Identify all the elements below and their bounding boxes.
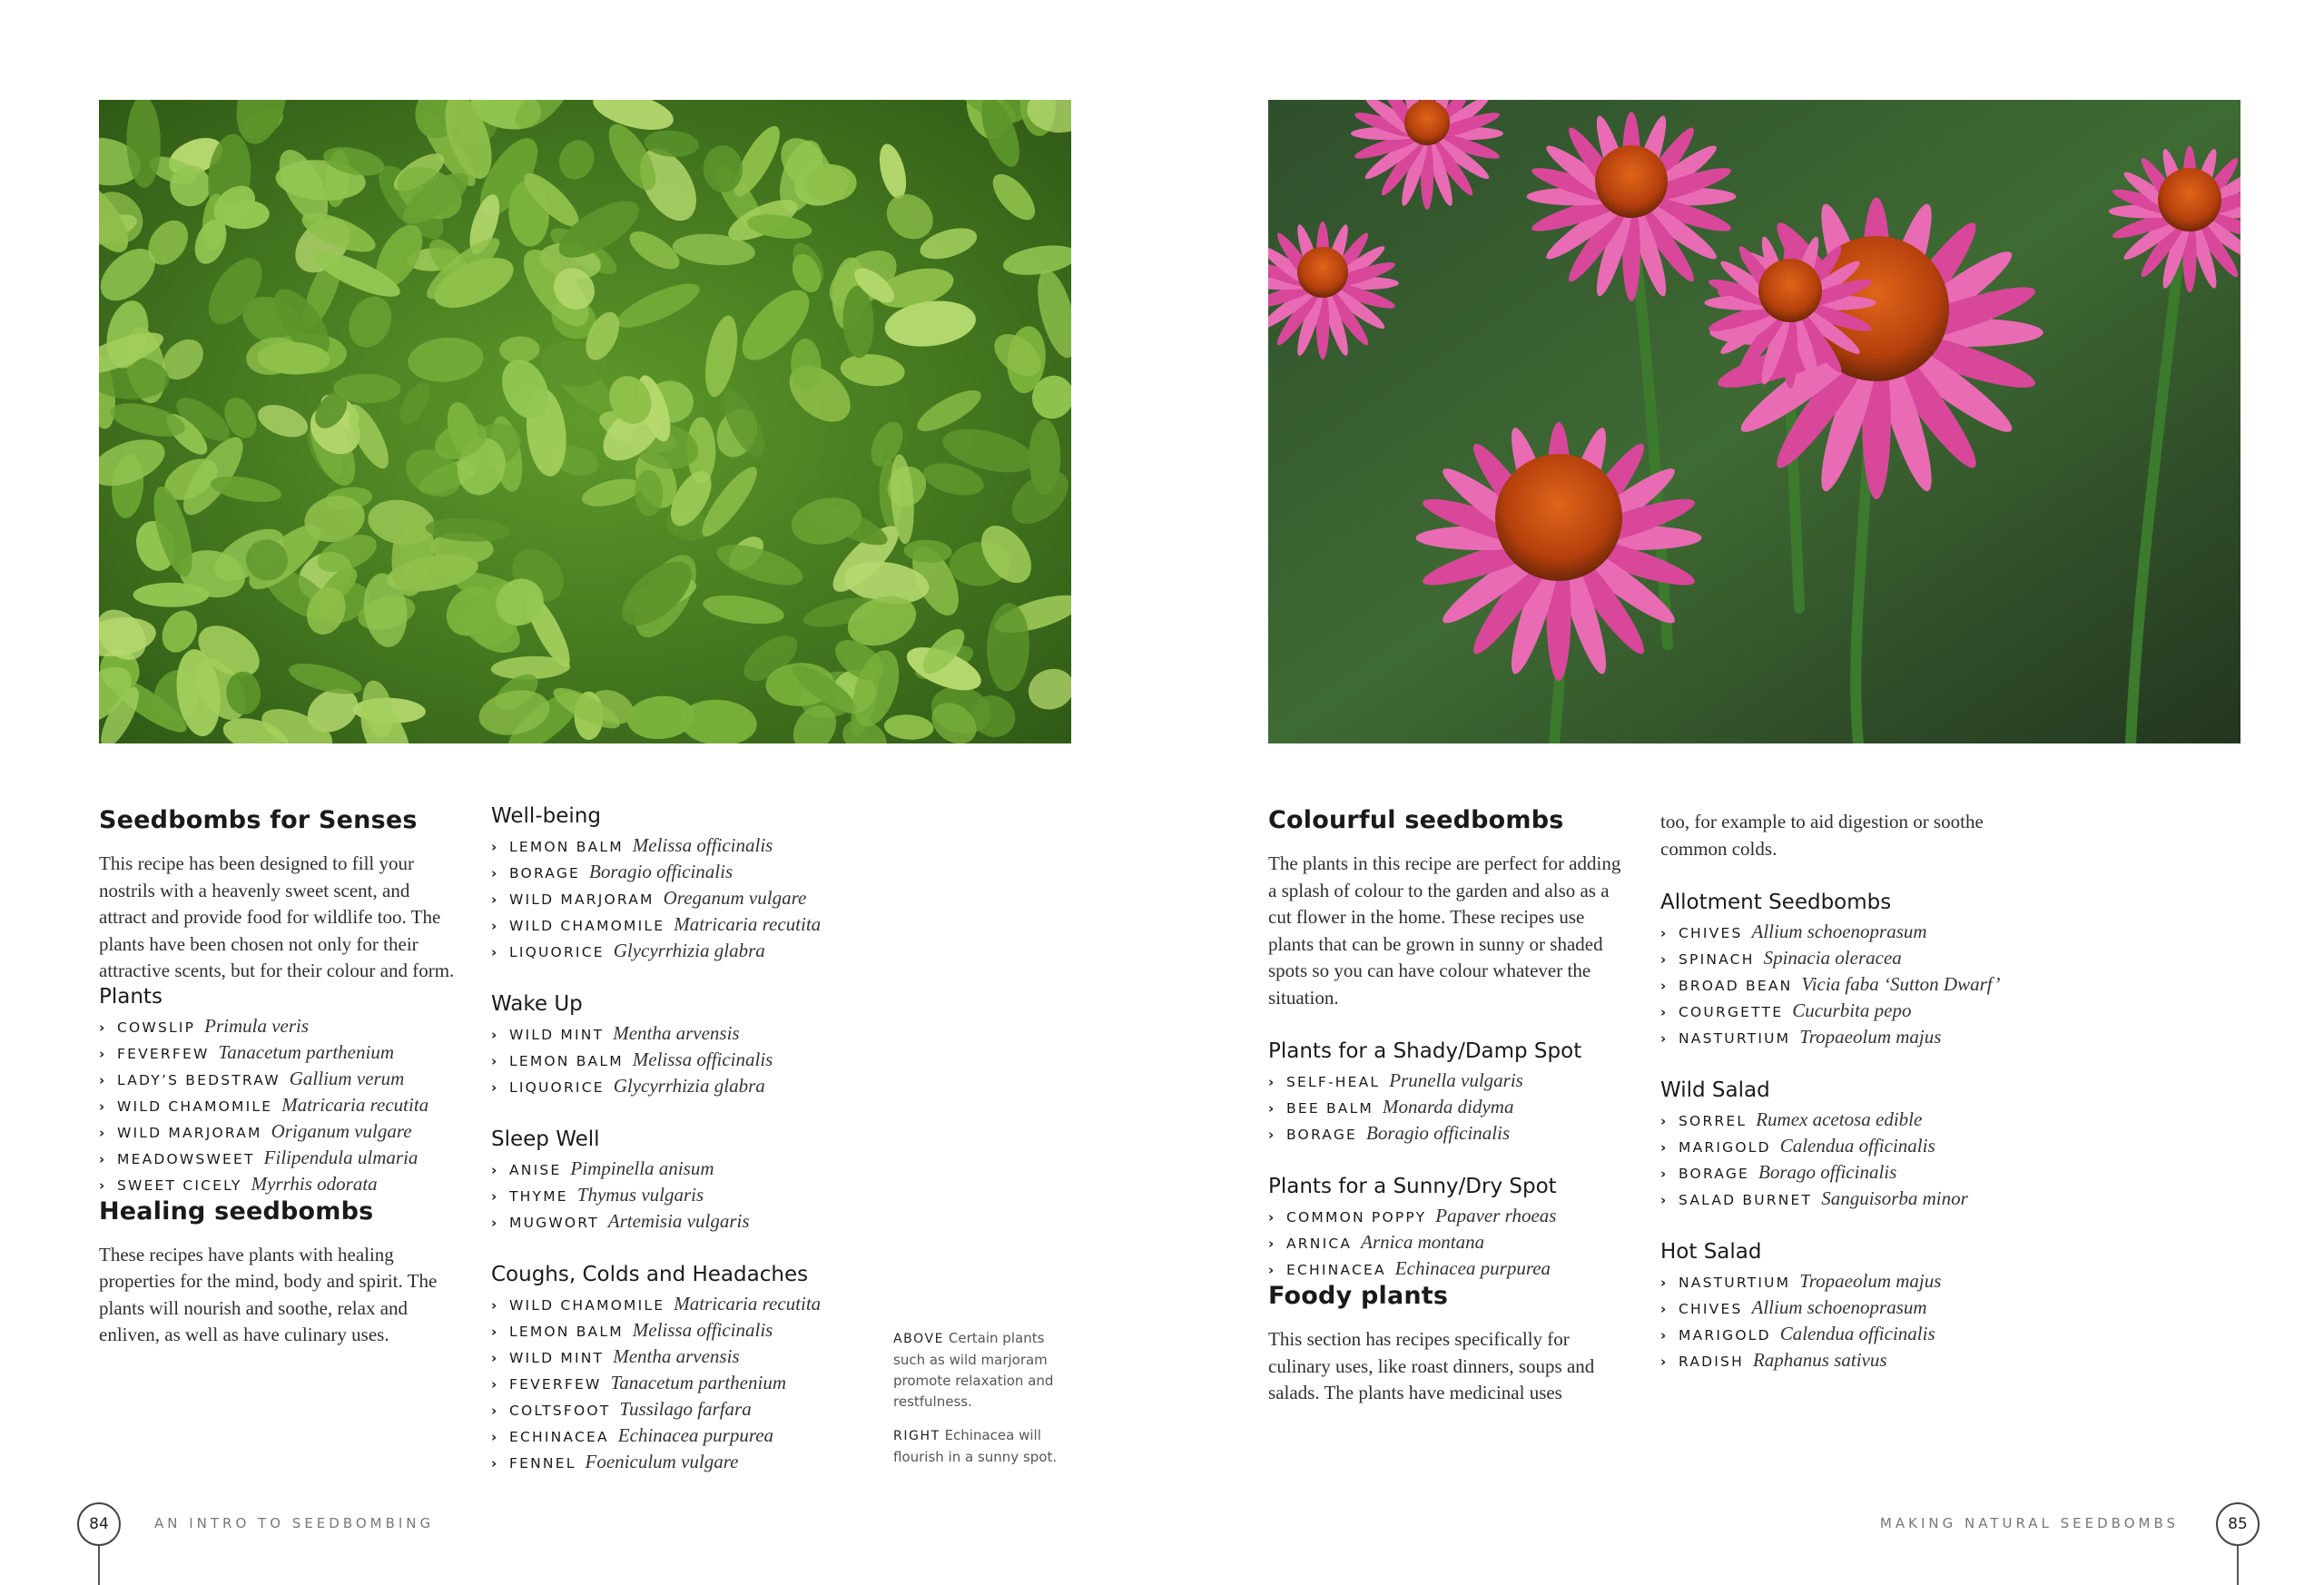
plant-group — [491, 1127, 881, 1235]
chevron-right-icon: › — [99, 1176, 105, 1194]
chevron-right-icon: › — [1660, 1354, 1667, 1370]
plant-latin-name: Foeniculum vulgare — [585, 1451, 739, 1472]
plant-list-item — [1268, 1068, 1627, 1094]
plant-latin-name: Glycyrrhizia glabra — [613, 1075, 765, 1097]
chevron-right-icon: › — [99, 1071, 105, 1088]
chevron-right-icon: › — [99, 1019, 105, 1036]
senses-column — [99, 806, 458, 1349]
plant-list-item — [491, 1370, 881, 1396]
plant-group-heading: Plants for a Shady/Damp Spot — [1268, 1039, 1582, 1063]
plant-common-name: FEVERFEW — [509, 1376, 602, 1393]
plant-list — [1660, 1268, 2042, 1373]
chevron-right-icon: › — [1660, 925, 1667, 941]
plant-list-item — [1660, 1347, 2042, 1373]
plant-list-item — [491, 938, 881, 964]
plant-latin-name: Artemisia vulgaris — [607, 1210, 750, 1232]
plant-group-heading: Sleep Well — [491, 1127, 600, 1151]
plant-list-item — [491, 1449, 881, 1475]
plant-common-name: ARNICA — [1286, 1236, 1353, 1252]
plant-common-name: WILD CHAMOMILE — [509, 1297, 665, 1314]
plant-list-item — [99, 1118, 458, 1145]
plant-common-name: LIQUORICE — [509, 944, 605, 960]
chevron-right-icon: › — [491, 839, 497, 855]
plant-group — [1268, 1039, 1627, 1147]
page-number-left: 84 — [77, 1502, 121, 1546]
plant-latin-name: Echinacea purpurea — [1394, 1257, 1551, 1279]
plant-list-item — [1660, 1024, 2042, 1050]
plant-group-heading: Hot Salad — [1660, 1240, 1762, 1264]
oregano-leaves-photo — [99, 100, 1071, 743]
plant-list — [491, 1291, 881, 1475]
chevron-right-icon: › — [491, 1079, 497, 1096]
chevron-right-icon: › — [1660, 1301, 1667, 1317]
plant-latin-name: Matricaria recutita — [674, 913, 822, 935]
plant-latin-name: Boragio officinalis — [1366, 1122, 1511, 1144]
plant-common-name: COWSLIP — [117, 1019, 196, 1036]
plant-common-name: ECHINACEA — [1286, 1262, 1386, 1278]
plant-common-name: MARIGOLD — [1679, 1139, 1771, 1156]
plant-list — [491, 832, 881, 964]
chevron-right-icon: › — [491, 1215, 497, 1231]
plant-common-name: NASTURTIUM — [1679, 1275, 1791, 1291]
chevron-right-icon: › — [1660, 1030, 1667, 1047]
plant-group-heading: Allotment Seedbombs — [1660, 891, 1892, 914]
running-head-left: AN INTRO TO SEEDBOMBING — [154, 1515, 435, 1531]
plant-common-name: ECHINACEA — [509, 1429, 609, 1445]
chevron-right-icon: › — [491, 1162, 497, 1178]
chevron-right-icon: › — [1268, 1236, 1275, 1252]
plant-latin-name: Oreganum vulgare — [663, 887, 807, 909]
plant-latin-name: Mentha arvensis — [613, 1022, 740, 1044]
plant-common-name: MUGWORT — [509, 1215, 599, 1231]
plant-latin-name: Calendua officinalis — [1779, 1135, 1935, 1157]
caption-above-label: ABOVE — [893, 1332, 945, 1346]
plant-common-name: SORREL — [1679, 1113, 1748, 1129]
plant-list — [1268, 1203, 1627, 1282]
plant-common-name: MARIGOLD — [1679, 1327, 1771, 1344]
plant-latin-name: Allium schoenoprasum — [1751, 1296, 1927, 1318]
plant-latin-name: Pimpinella anisum — [570, 1157, 714, 1179]
plant-latin-name: Rumex acetosa edible — [1756, 1108, 1923, 1130]
plant-latin-name: Tanacetum parthenium — [610, 1372, 786, 1393]
plants-heading: Plants — [99, 984, 162, 1009]
plant-list-item — [491, 1020, 881, 1047]
plant-common-name: WILD CHAMOMILE — [117, 1098, 273, 1115]
foody-title: Foody plants — [1268, 1282, 1449, 1310]
plant-group — [491, 1263, 881, 1475]
photo-captions — [893, 1328, 1075, 1481]
chevron-right-icon: › — [1268, 1262, 1275, 1278]
plant-common-name: FEVERFEW — [117, 1045, 210, 1062]
plant-list-item — [491, 1423, 881, 1449]
plant-common-name: BEE BALM — [1286, 1100, 1374, 1117]
chevron-right-icon: › — [491, 1429, 497, 1445]
plant-list-item — [491, 859, 881, 885]
plant-list-item — [99, 1066, 458, 1092]
chevron-right-icon: › — [1660, 1327, 1667, 1344]
plant-latin-name: Arnica montana — [1361, 1231, 1485, 1253]
plant-common-name: RADISH — [1679, 1354, 1744, 1370]
plant-list-item — [1268, 1094, 1627, 1120]
chevron-right-icon: › — [491, 891, 497, 908]
running-head-right: MAKING NATURAL SEEDBOMBS — [1879, 1515, 2179, 1531]
plant-common-name: LEMON BALM — [509, 1324, 624, 1340]
plant-common-name: SWEET CICELY — [117, 1176, 242, 1194]
plant-list — [1660, 919, 2042, 1050]
plant-group — [1660, 1240, 2042, 1373]
chevron-right-icon: › — [99, 1098, 105, 1115]
plant-latin-name: Cucurbita pepo — [1792, 999, 1912, 1021]
plant-list-item — [491, 1047, 881, 1073]
chevron-right-icon: › — [99, 1124, 105, 1141]
plant-list-item — [491, 832, 881, 859]
plant-list-item — [1660, 998, 2042, 1024]
plant-latin-name: Allium schoenoprasum — [1751, 920, 1927, 942]
plant-list — [1660, 1107, 2042, 1212]
chevron-right-icon: › — [491, 1455, 497, 1472]
plant-list — [1268, 1068, 1627, 1147]
chevron-right-icon: › — [1660, 1275, 1667, 1291]
chevron-right-icon: › — [491, 1403, 497, 1419]
echinacea-flowers-photo — [1268, 100, 2240, 743]
plant-common-name: SALAD BURNET — [1679, 1192, 1813, 1208]
plant-latin-name: Filipendula ulmaria — [263, 1146, 419, 1168]
plant-list-item — [99, 1092, 458, 1118]
plant-common-name: COURGETTE — [1679, 1004, 1784, 1020]
foody-continued: too, for example to aid digestion or soothe common colds. — [1660, 811, 1984, 860]
plant-latin-name: Papaver rhoeas — [1435, 1205, 1557, 1226]
plant-latin-name: Tanacetum parthenium — [218, 1040, 394, 1063]
plant-list — [491, 1156, 881, 1235]
plant-common-name: CHIVES — [1679, 925, 1743, 941]
plant-group-heading: Wake Up — [491, 992, 583, 1016]
caption-above — [893, 1328, 1075, 1413]
senses-title: Seedbombs for Senses — [99, 806, 418, 834]
colourful-intro: The plants in this recipe are perfect for adding a splash of colour to the garden and also as a cut flower in the home. These recipes use plants that can be grown in sunny or shaded spots so you can have colour whatever the situation. — [1268, 852, 1621, 1009]
plant-list-item — [1660, 1268, 2042, 1295]
chevron-right-icon: › — [491, 1376, 497, 1393]
chevron-right-icon: › — [1268, 1100, 1275, 1117]
plant-list-item — [1660, 919, 2042, 945]
plant-common-name: SPINACH — [1679, 951, 1755, 968]
plant-latin-name: Melissa officinalis — [632, 834, 773, 856]
chevron-right-icon: › — [1268, 1209, 1275, 1226]
healing-title: Healing seedbombs — [99, 1196, 374, 1226]
plant-list-item — [1660, 1186, 2042, 1212]
healing-groups-column — [491, 804, 881, 1475]
plant-group — [1660, 891, 2042, 1050]
plant-group-heading: Wild Salad — [1660, 1078, 1770, 1102]
plant-list-item — [1268, 1203, 1627, 1229]
plant-latin-name: Sanguisorba minor — [1821, 1187, 1968, 1209]
leaf-shape — [133, 583, 210, 607]
folio-line-right — [2237, 1546, 2239, 1585]
chevron-right-icon: › — [491, 1053, 497, 1069]
plant-latin-name: Mentha arvensis — [613, 1345, 740, 1367]
plant-list-item — [1268, 1120, 1627, 1147]
plant-common-name: COLTSFOOT — [509, 1403, 611, 1419]
page-number-right: 85 — [2216, 1502, 2260, 1546]
chevron-right-icon: › — [99, 1150, 105, 1167]
plant-latin-name: Tropaeolum majus — [1799, 1026, 1942, 1048]
plant-list-item — [99, 1171, 458, 1197]
chevron-right-icon: › — [1268, 1127, 1275, 1143]
plant-common-name: LEMON BALM — [509, 1053, 624, 1069]
caption-right — [893, 1425, 1075, 1468]
plant-group — [491, 992, 881, 1099]
plant-list-item — [491, 1291, 881, 1317]
plant-common-name: BORAGE — [1286, 1127, 1358, 1143]
caption-right-label: RIGHT — [893, 1429, 940, 1443]
chevron-right-icon: › — [1660, 1192, 1667, 1208]
plant-common-name: ANISE — [509, 1162, 562, 1178]
plant-list-item — [491, 1073, 881, 1099]
colourful-column — [1268, 806, 1627, 1407]
plant-common-name: MEADOWSWEET — [117, 1150, 255, 1167]
plant-latin-name: Melissa officinalis — [632, 1319, 773, 1341]
chevron-right-icon: › — [491, 1324, 497, 1340]
plant-common-name: LEMON BALM — [509, 839, 624, 855]
plant-latin-name: Glycyrrhizia glabra — [613, 940, 765, 961]
plant-list-item — [1660, 1107, 2042, 1133]
plant-latin-name: Myrrhis odorata — [251, 1172, 378, 1195]
chevron-right-icon: › — [1660, 951, 1667, 968]
chevron-right-icon: › — [99, 1045, 105, 1062]
chevron-right-icon: › — [1660, 1113, 1667, 1129]
chevron-right-icon: › — [1660, 1004, 1667, 1020]
plant-list-item — [1660, 945, 2042, 971]
plant-list — [491, 1020, 881, 1099]
plant-latin-name: Vicia faba ‘Sutton Dwarf’ — [1801, 973, 2001, 995]
colourful-title: Colourful seedbombs — [1268, 806, 1564, 834]
plant-list-item — [1660, 1133, 2042, 1159]
plant-latin-name: Melissa officinalis — [632, 1048, 773, 1070]
caption-above-text: Certain plants such as wild marjoram promote relaxation and restfulness. — [893, 1330, 1054, 1410]
plant-latin-name: Echinacea purpurea — [617, 1424, 774, 1446]
plant-list-item — [491, 1182, 881, 1208]
chevron-right-icon: › — [1268, 1074, 1275, 1090]
plant-latin-name: Thymus vulgaris — [576, 1184, 704, 1206]
plant-group — [491, 804, 881, 964]
plant-list-item — [1268, 1229, 1627, 1255]
plant-common-name: SELF-HEAL — [1286, 1074, 1381, 1090]
plant-common-name: LADY’S BEDSTRAW — [117, 1071, 281, 1088]
plant-list-item — [491, 1156, 881, 1182]
foody-intro: This section has recipes specifically for culinary uses, like roast dinners, soups and salads. The plants have medicinal uses — [1268, 1328, 1595, 1403]
plant-common-name: LIQUORICE — [509, 1079, 605, 1096]
plant-latin-name: Tropaeolum majus — [1799, 1270, 1942, 1292]
plant-latin-name: Raphanus sativus — [1752, 1349, 1887, 1371]
plant-group-heading: Well-being — [491, 804, 601, 828]
folio-line-left — [98, 1546, 100, 1585]
plant-common-name: WILD MINT — [509, 1027, 605, 1043]
plant-common-name: WILD CHAMOMILE — [509, 918, 665, 934]
plant-list-item — [491, 911, 881, 938]
chevron-right-icon: › — [491, 944, 497, 960]
foody-groups — [1660, 891, 2042, 1373]
colourful-groups — [1268, 1039, 1627, 1282]
chevron-right-icon: › — [491, 1350, 497, 1366]
plant-latin-name: Gallium verum — [289, 1067, 405, 1089]
plant-common-name: FENNEL — [509, 1455, 576, 1472]
senses-plant-list — [99, 1013, 458, 1197]
plant-list-item — [1268, 1255, 1627, 1282]
plant-list-item — [491, 1344, 881, 1370]
plant-list-item — [491, 1208, 881, 1235]
chevron-right-icon: › — [491, 1188, 497, 1205]
plant-list-item — [491, 1317, 881, 1344]
plant-latin-name: Spinacia oleracea — [1763, 947, 1902, 969]
chevron-right-icon: › — [1660, 978, 1667, 994]
plant-group-heading: Coughs, Colds and Headaches — [491, 1263, 809, 1286]
chevron-right-icon: › — [1660, 1139, 1667, 1156]
plant-list-item — [99, 1039, 458, 1066]
plant-common-name: WILD MINT — [509, 1350, 605, 1366]
chevron-right-icon: › — [491, 865, 497, 881]
plant-list-item — [491, 1396, 881, 1423]
plant-common-name: THYME — [509, 1188, 568, 1205]
chevron-right-icon: › — [491, 918, 497, 934]
plant-list-item — [1660, 1321, 2042, 1347]
healing-intro: These recipes have plants with healing properties for the mind, body and spirit. The plants will nourish and soothe, relax and enliven, as well as have culinary uses. — [99, 1243, 438, 1345]
plant-latin-name: Matricaria recutita — [674, 1293, 822, 1314]
plant-list-item — [1660, 971, 2042, 998]
plant-common-name: BORAGE — [1679, 1166, 1750, 1182]
plant-list-item — [99, 1013, 458, 1039]
plant-group-heading: Plants for a Sunny/Dry Spot — [1268, 1175, 1557, 1198]
plant-common-name: BORAGE — [509, 865, 581, 881]
plant-list-item — [99, 1145, 458, 1171]
plant-group — [1660, 1078, 2042, 1212]
plant-common-name: CHIVES — [1679, 1301, 1743, 1317]
plant-common-name: WILD MARJORAM — [117, 1124, 262, 1141]
plant-latin-name: Origanum vulgare — [271, 1119, 412, 1142]
chevron-right-icon: › — [1660, 1166, 1667, 1182]
plant-common-name: NASTURTIUM — [1679, 1030, 1791, 1047]
plant-latin-name: Prunella vulgaris — [1389, 1069, 1523, 1091]
plant-common-name: COMMON POPPY — [1286, 1209, 1427, 1226]
plant-list-item — [491, 885, 881, 911]
plant-list-item — [1660, 1295, 2042, 1321]
plant-list-item — [1660, 1159, 2042, 1186]
chevron-right-icon: › — [491, 1297, 497, 1314]
foody-column — [1660, 809, 2042, 1373]
senses-intro: This recipe has been designed to fill your nostrils with a heavenly sweet scent, and attract and provide food for wildlife too. The plants have been chosen not only for their attractive scents, but for their colour and form. — [99, 852, 455, 981]
plant-latin-name: Tussilago farfara — [619, 1398, 752, 1420]
plant-latin-name: Boragio officinalis — [589, 861, 734, 882]
chevron-right-icon: › — [491, 1027, 497, 1043]
plant-common-name: BROAD BEAN — [1679, 978, 1793, 994]
plant-latin-name: Matricaria recutita — [281, 1093, 429, 1116]
plant-latin-name: Borago officinalis — [1758, 1161, 1897, 1183]
plant-latin-name: Primula veris — [204, 1014, 310, 1037]
caption-right-text: Echinacea will flourish in a sunny spot. — [893, 1427, 1058, 1465]
plant-group — [1268, 1175, 1627, 1282]
plant-latin-name: Calendua officinalis — [1779, 1323, 1935, 1344]
plant-common-name: WILD MARJORAM — [509, 891, 655, 908]
plant-latin-name: Monarda didyma — [1383, 1096, 1514, 1117]
